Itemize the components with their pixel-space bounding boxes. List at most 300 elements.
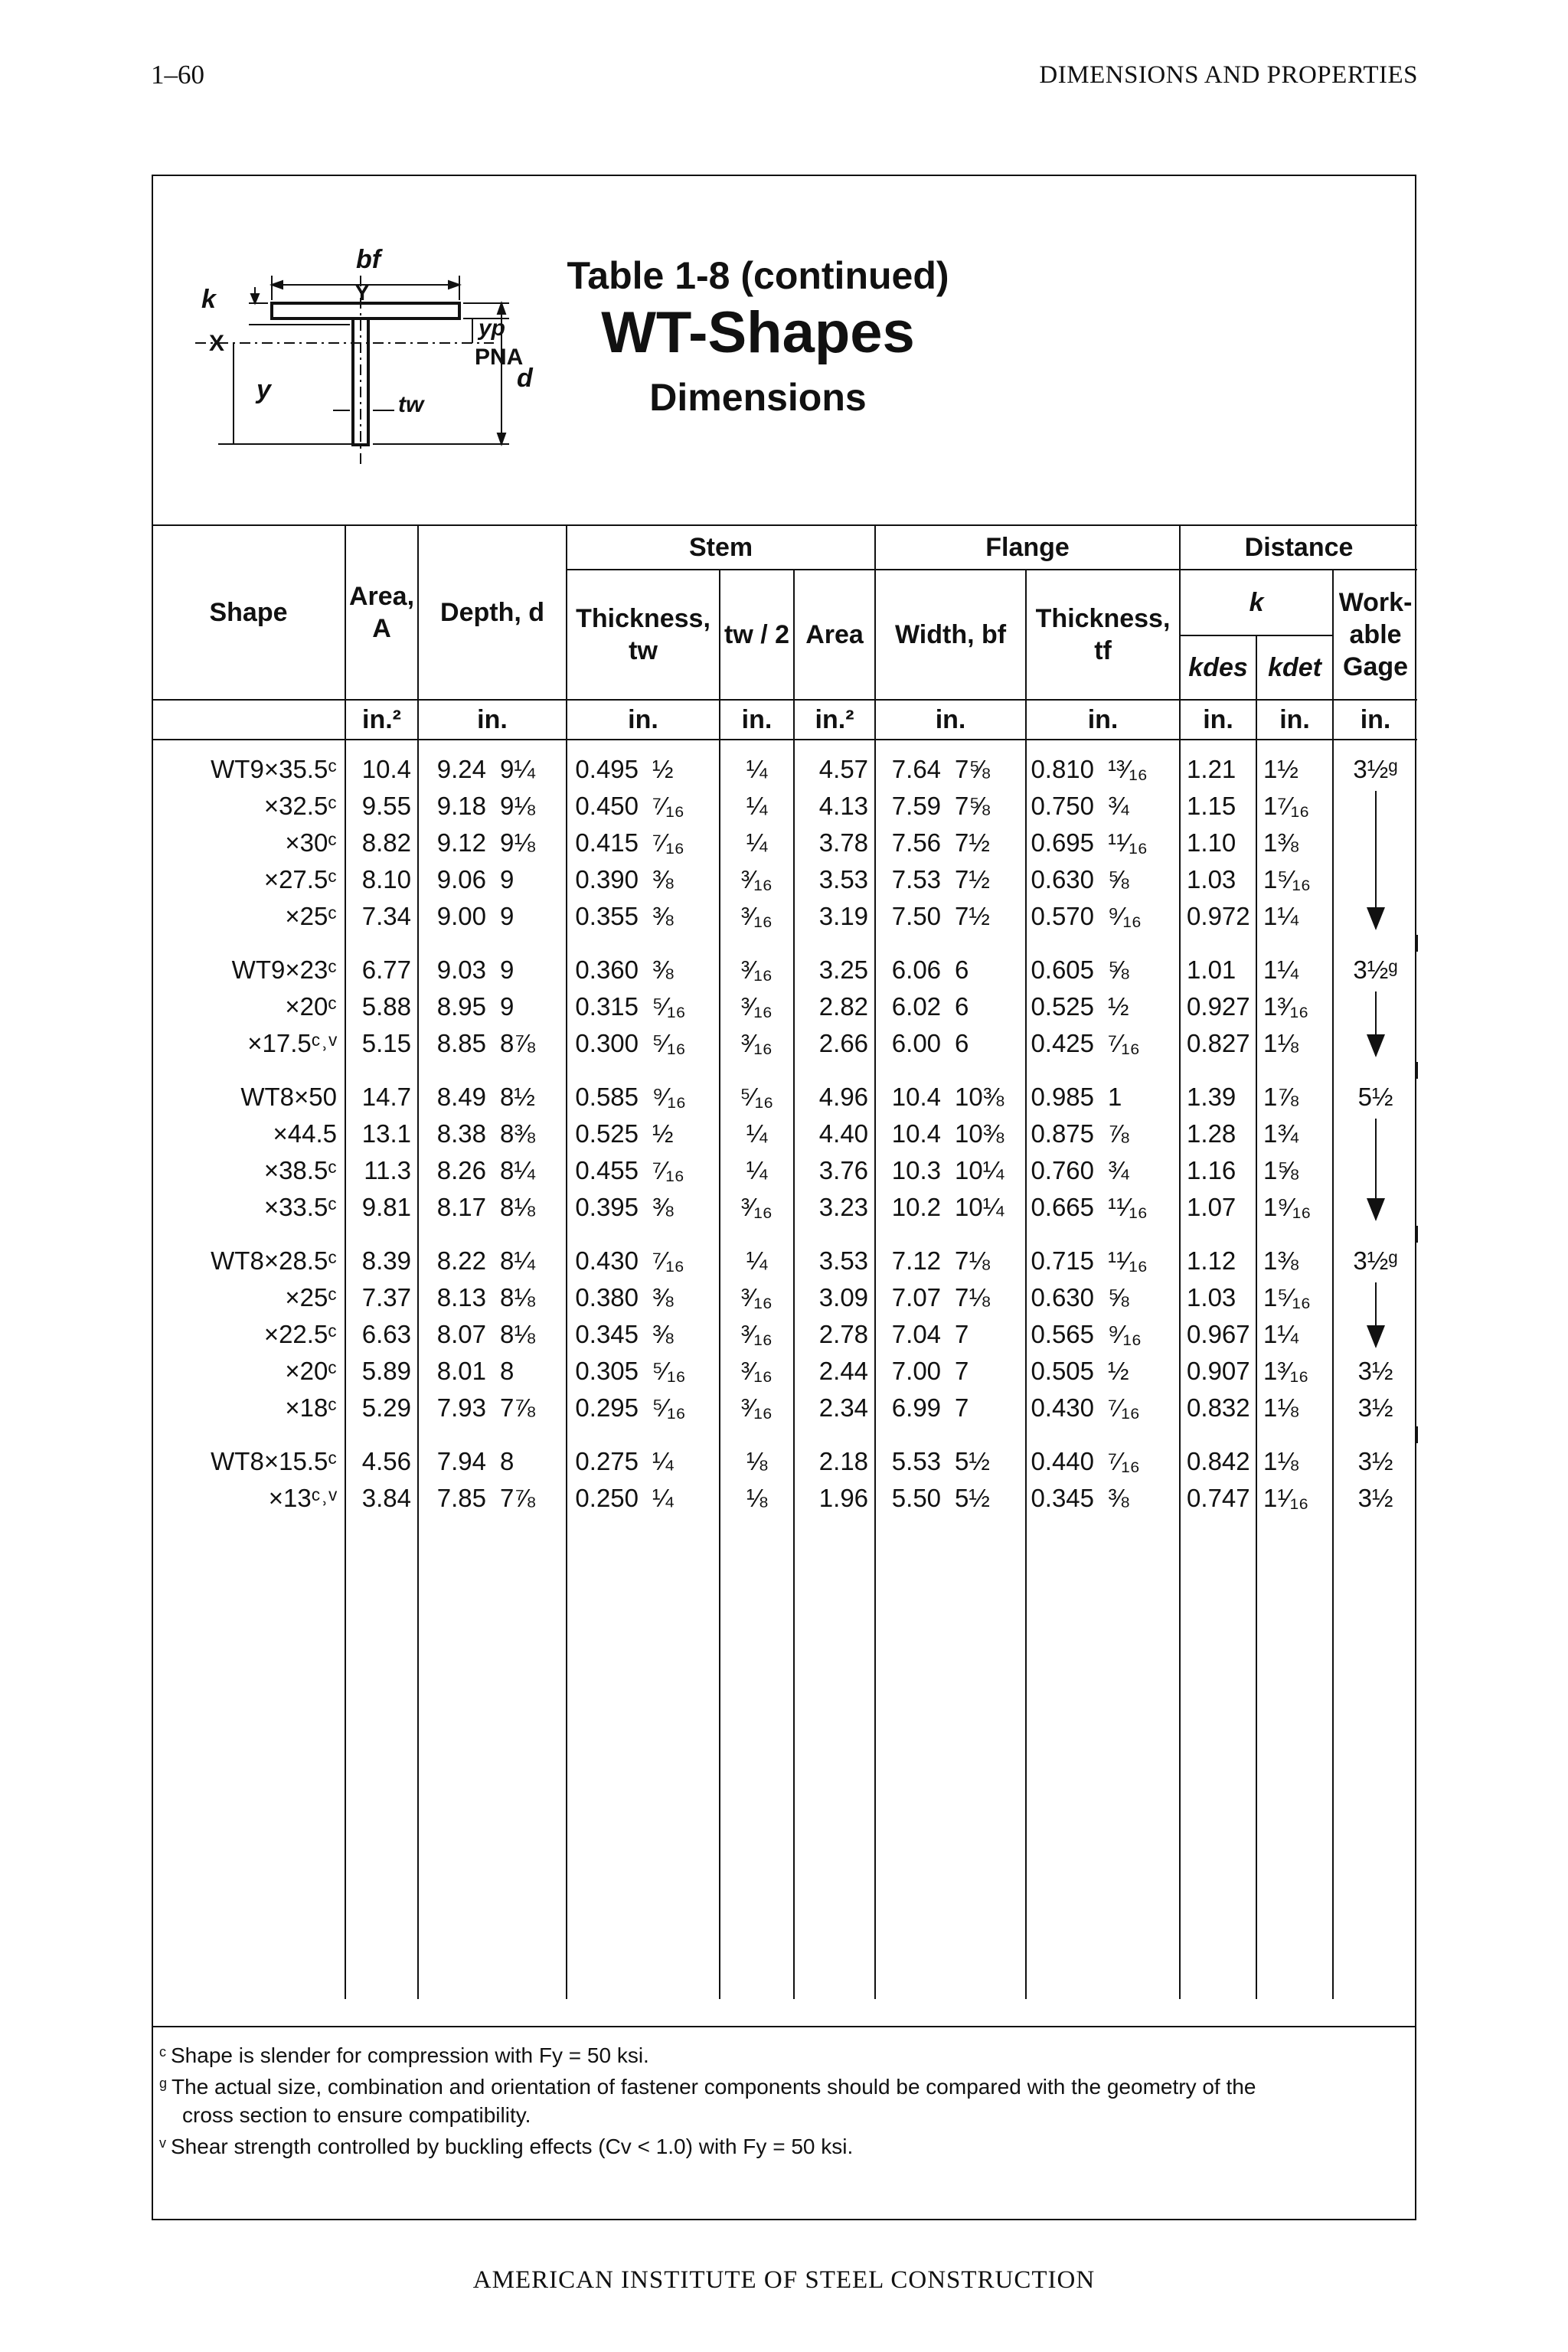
cell-tf: 0.810 [1026,740,1100,788]
col-workable-gage: Work-able Gage [1333,570,1417,700]
cell-kdes: 0.907 [1180,1353,1256,1390]
unit-tw-half: in. [720,700,794,740]
cell-area: 14.7 [345,1079,418,1116]
table-row [152,825,1417,861]
cell-gage [1333,898,1417,935]
cell-tw2: ³⁄₁₆ [720,988,794,1025]
cell-d: 9.03 [418,952,492,988]
cell-d-frac: 8¼ [492,1152,567,1189]
cell-area: 5.29 [345,1390,418,1426]
cell-stem-area: 4.40 [794,1116,875,1152]
cell-stem-area: 3.53 [794,1243,875,1279]
cell-kdet: 1½ [1256,740,1333,788]
cell-area: 10.4 [345,740,418,788]
cell-area: 5.89 [345,1353,418,1390]
cell-kdet: 1¼ [1256,952,1333,988]
cell-d: 8.22 [418,1243,492,1279]
cell-kdes: 0.832 [1180,1390,1256,1426]
table-row [152,952,1417,988]
cell-d-frac: 8 [492,1353,567,1390]
cell-bf: 10.4 [875,1079,947,1116]
cell-kdet: 1⅜ [1256,1243,1333,1279]
cell-tw-frac: ⁷⁄₁₆ [645,788,720,825]
cell-bf: 6.02 [875,988,947,1025]
cell-tf: 0.525 [1026,988,1100,1025]
group-spacer [152,1226,1417,1243]
cell-bf-frac: 7½ [947,861,1026,898]
cell-kdes: 1.01 [1180,952,1256,988]
cell-area: 13.1 [345,1116,418,1152]
cell-bf: 7.59 [875,788,947,825]
group-spacer [152,935,1417,952]
cell-tf-frac: ½ [1100,1353,1180,1390]
table-row [152,1316,1417,1353]
cell-bf: 7.56 [875,825,947,861]
cell-tw2: ³⁄₁₆ [720,861,794,898]
unit-shape [152,700,345,740]
cell-gage: 3½ᵍ [1333,952,1417,988]
cell-tw2: ¼ [720,825,794,861]
running-head: DIMENSIONS AND PROPERTIES [1039,61,1418,89]
cell-tw2: ³⁄₁₆ [720,1390,794,1426]
cell-tw2: ¼ [720,1152,794,1189]
unit-gage: in. [1333,700,1417,740]
cell-tw-frac: ½ [645,740,720,788]
table-row [152,1189,1417,1226]
unit-tf: in. [1026,700,1180,740]
pna-label: PNA [475,345,524,370]
cell-area: 8.39 [345,1243,418,1279]
col-flange-width: Width, bf [875,570,1026,700]
col-shape: Shape [152,525,345,700]
cell-shape: ×30ᶜ [152,825,345,861]
cell-tw-frac: ⁵⁄₁₆ [645,988,720,1025]
cell-gage [1333,788,1417,825]
cell-bf-frac: 10¼ [947,1189,1026,1226]
col-kdes: kdes [1180,635,1256,700]
cell-bf: 10.3 [875,1152,947,1189]
cell-gage: 3½ᵍ [1333,1243,1417,1279]
cell-kdes: 0.842 [1180,1443,1256,1480]
table-row [152,861,1417,898]
cell-tf: 0.665 [1026,1189,1100,1226]
col-flange-thickness: Thickness, tf [1026,570,1180,700]
cell-shape: ×13ᶜ˒ᵛ [152,1480,345,1517]
cell-d-frac: 9 [492,898,567,935]
cell-d-frac: 9 [492,861,567,898]
table-row [152,1390,1417,1426]
k-label: k [201,285,216,314]
cell-gage [1333,1025,1417,1062]
cell-gage: 3½ [1333,1443,1417,1480]
cell-tw: 0.390 [567,861,645,898]
cell-area: 8.10 [345,861,418,898]
cell-d: 8.49 [418,1079,492,1116]
cell-tf: 0.605 [1026,952,1100,988]
cell-tw-frac: ⅜ [645,1189,720,1226]
cell-area: 8.82 [345,825,418,861]
cell-tf: 0.565 [1026,1316,1100,1353]
group-distance: Distance [1180,525,1417,570]
cell-gage: 3½ [1333,1480,1417,1517]
cell-tw: 0.380 [567,1279,645,1316]
cell-tf: 0.440 [1026,1443,1100,1480]
table-row [152,1079,1417,1116]
page-number: 1–60 [151,60,204,90]
cell-d-frac: 8⅞ [492,1025,567,1062]
cell-tf: 0.760 [1026,1152,1100,1189]
cell-stem-area: 4.57 [794,740,875,788]
cell-tw: 0.395 [567,1189,645,1226]
cell-tf: 0.715 [1026,1243,1100,1279]
cell-tw-frac: ⁹⁄₁₆ [645,1079,720,1116]
cell-stem-area: 3.25 [794,952,875,988]
table-row [152,1279,1417,1316]
cell-stem-area: 2.78 [794,1316,875,1353]
cell-tw2: ³⁄₁₆ [720,1353,794,1390]
cell-tf: 0.630 [1026,1279,1100,1316]
table-row [152,740,1417,788]
col-depth: Depth, d [418,525,567,700]
table-row [152,788,1417,825]
cell-shape: ×22.5ᶜ [152,1316,345,1353]
cell-gage [1333,1279,1417,1316]
cell-kdet: 1¹⁄₁₆ [1256,1480,1333,1517]
cell-tf: 0.345 [1026,1480,1100,1517]
cell-stem-area: 2.82 [794,988,875,1025]
cell-tw-frac: ⁵⁄₁₆ [645,1390,720,1426]
cell-tw: 0.345 [567,1316,645,1353]
cell-tf: 0.430 [1026,1390,1100,1426]
cell-gage [1333,1152,1417,1189]
cell-kdes: 0.967 [1180,1316,1256,1353]
cell-tw-frac: ½ [645,1116,720,1152]
cell-tf: 0.750 [1026,788,1100,825]
col-k: k [1180,570,1333,635]
cell-shape: ×25ᶜ [152,1279,345,1316]
cell-tw2: ⅛ [720,1480,794,1517]
cell-tf-frac: ⅝ [1100,952,1180,988]
cell-d-frac: 9⅛ [492,825,567,861]
unit-bf: in. [875,700,1026,740]
cell-bf-frac: 7⅝ [947,740,1026,788]
cell-d: 9.12 [418,825,492,861]
cell-area: 5.15 [345,1025,418,1062]
cell-kdet: 1⅜ [1256,825,1333,861]
group-flange: Flange [875,525,1180,570]
cell-bf-frac: 6 [947,1025,1026,1062]
cell-tf-frac: ¹¹⁄₁₆ [1100,825,1180,861]
cell-shape: ×32.5ᶜ [152,788,345,825]
cell-tf-frac: ⁷⁄₁₆ [1100,1390,1180,1426]
cell-stem-area: 1.96 [794,1480,875,1517]
cell-area: 9.55 [345,788,418,825]
cell-shape: ×25ᶜ [152,898,345,935]
note-g: $^g$ The actual size, combination and orientation of fastener components should be compared with the geometry of the cross section to ensure compatibility. [159,2075,1256,2127]
cell-kdet: 1⁵⁄₁₆ [1256,1279,1333,1316]
cell-shape: WT9×35.5ᶜ [152,740,345,788]
cell-gage [1333,861,1417,898]
cell-kdet: 1³⁄₁₆ [1256,988,1333,1025]
cell-tw2: ¼ [720,740,794,788]
cell-bf-frac: 10⅜ [947,1116,1026,1152]
cell-tf: 0.570 [1026,898,1100,935]
cell-area: 6.77 [345,952,418,988]
cell-tw: 0.430 [567,1243,645,1279]
cell-tf: 0.505 [1026,1353,1100,1390]
table-row [152,1243,1417,1279]
cell-tw: 0.300 [567,1025,645,1062]
cell-tw2: ¼ [720,1116,794,1152]
y-axis-label: Y [354,280,371,305]
unit-kdet: in. [1256,700,1333,740]
cell-bf-frac: 6 [947,952,1026,988]
cell-area: 3.84 [345,1480,418,1517]
table-title [567,253,949,424]
cell-bf: 10.4 [875,1116,947,1152]
cell-bf: 5.53 [875,1443,947,1480]
cell-tf-frac: ⅜ [1100,1480,1180,1517]
unit-tw: in. [567,700,720,740]
cell-tw-frac: ⅜ [645,861,720,898]
cell-tf-frac: ⅝ [1100,1279,1180,1316]
cell-stem-area: 2.44 [794,1353,875,1390]
cell-kdes: 1.03 [1180,861,1256,898]
cell-tw: 0.585 [567,1079,645,1116]
cell-d: 9.00 [418,898,492,935]
cell-d-frac: 7⅞ [492,1390,567,1426]
cell-tw: 0.275 [567,1443,645,1480]
cell-kdet: 1⁹⁄₁₆ [1256,1189,1333,1226]
cell-d: 9.06 [418,861,492,898]
yp-label: yp [479,315,506,341]
note-v: $^v$ Shear strength controlled by buckling effects (Cv < 1.0) with Fy = 50 ksi. [159,2135,854,2158]
table-row [152,1025,1417,1062]
cell-tf-frac: ¹³⁄₁₆ [1100,740,1180,788]
col-tw-half: tw / 2 [720,570,794,700]
cell-d: 8.07 [418,1316,492,1353]
cell-d: 9.24 [418,740,492,788]
cell-shape: ×20ᶜ [152,988,345,1025]
cell-area: 4.56 [345,1443,418,1480]
cell-tf-frac: ⁷⁄₁₆ [1100,1443,1180,1480]
cell-tw: 0.525 [567,1116,645,1152]
table-row [152,1443,1417,1480]
group-spacer [152,1426,1417,1443]
cell-bf-frac: 10¼ [947,1152,1026,1189]
cell-kdes: 1.15 [1180,788,1256,825]
bf-label: bf [356,245,381,274]
cell-tw-frac: ¼ [645,1480,720,1517]
cell-d: 8.38 [418,1116,492,1152]
cell-shape: ×44.5 [152,1116,345,1152]
cell-gage: 5½ [1333,1079,1417,1116]
unit-area: in.² [345,700,418,740]
cell-tw-frac: ⅜ [645,952,720,988]
cell-bf: 5.50 [875,1480,947,1517]
cell-kdet: 1⁵⁄₁₆ [1256,861,1333,898]
table-row [152,988,1417,1025]
cell-d: 7.85 [418,1480,492,1517]
cell-tw2: ¼ [720,1243,794,1279]
cell-shape: WT9×23ᶜ [152,952,345,988]
cell-tf: 0.985 [1026,1079,1100,1116]
cell-shape: ×20ᶜ [152,1353,345,1390]
cell-gage [1333,825,1417,861]
cell-tw2: ³⁄₁₆ [720,952,794,988]
cell-stem-area: 2.34 [794,1390,875,1426]
table-frame [152,175,1416,2220]
cell-kdet: 1¼ [1256,1316,1333,1353]
cell-tw-frac: ⁵⁄₁₆ [645,1353,720,1390]
cell-d-frac: 9 [492,988,567,1025]
cell-d-frac: 8½ [492,1079,567,1116]
cell-bf-frac: 10⅜ [947,1079,1026,1116]
cell-d: 9.18 [418,788,492,825]
cell-stem-area: 3.76 [794,1152,875,1189]
cell-bf-frac: 7⅛ [947,1279,1026,1316]
table-row [152,898,1417,935]
cell-bf: 6.99 [875,1390,947,1426]
cell-tf-frac: ⁷⁄₁₆ [1100,1025,1180,1062]
cell-kdet: 1³⁄₁₆ [1256,1353,1333,1390]
cell-bf-frac: 7⅝ [947,788,1026,825]
cell-tw: 0.355 [567,898,645,935]
cell-d-frac: 7⅞ [492,1480,567,1517]
cell-tw: 0.360 [567,952,645,988]
cell-bf: 7.64 [875,740,947,788]
cell-bf: 6.06 [875,952,947,988]
cell-d: 8.01 [418,1353,492,1390]
cell-d: 8.95 [418,988,492,1025]
cell-bf-frac: 7⅛ [947,1243,1026,1279]
cell-tf-frac: ⁹⁄₁₆ [1100,1316,1180,1353]
cell-d-frac: 8 [492,1443,567,1480]
unit-depth: in. [418,700,567,740]
cell-stem-area: 3.09 [794,1279,875,1316]
cell-tf-frac: 1 [1100,1079,1180,1116]
col-stem-area: Area [794,570,875,700]
cell-kdes: 1.07 [1180,1189,1256,1226]
cell-tf-frac: ⅞ [1100,1116,1180,1152]
cell-bf: 7.07 [875,1279,947,1316]
cell-area: 7.37 [345,1279,418,1316]
cell-kdes: 1.03 [1180,1279,1256,1316]
cell-kdet: 1⅞ [1256,1079,1333,1116]
ybar-label: y [256,375,271,404]
cell-gage [1333,988,1417,1025]
cell-tw2: ³⁄₁₆ [720,1025,794,1062]
cell-tw-frac: ⁵⁄₁₆ [645,1025,720,1062]
cell-area: 6.63 [345,1316,418,1353]
cell-tw-frac: ⁷⁄₁₆ [645,1152,720,1189]
cell-kdes: 0.827 [1180,1025,1256,1062]
cell-d-frac: 8⅛ [492,1316,567,1353]
cell-tf-frac: ⁹⁄₁₆ [1100,898,1180,935]
cell-tw: 0.495 [567,740,645,788]
cell-kdet: 1⅛ [1256,1443,1333,1480]
cell-bf-frac: 6 [947,988,1026,1025]
cell-tf-frac: ¹¹⁄₁₆ [1100,1189,1180,1226]
col-kdet: kdet [1256,635,1333,700]
cell-kdes: 1.28 [1180,1116,1256,1152]
cell-kdes: 1.10 [1180,825,1256,861]
cell-shape: ×38.5ᶜ [152,1152,345,1189]
cell-d: 7.94 [418,1443,492,1480]
cell-gage [1333,1116,1417,1152]
cell-bf-frac: 5½ [947,1480,1026,1517]
cell-tw: 0.250 [567,1480,645,1517]
cell-gage: 3½ᵍ [1333,740,1417,788]
cell-kdet: 1¼ [1256,898,1333,935]
cell-bf-frac: 5½ [947,1443,1026,1480]
cell-tw-frac: ⅜ [645,898,720,935]
cell-gage: 3½ [1333,1353,1417,1390]
cell-tf: 0.630 [1026,861,1100,898]
cell-stem-area: 3.19 [794,898,875,935]
cell-tf: 0.875 [1026,1116,1100,1152]
cell-shape: ×33.5ᶜ [152,1189,345,1226]
cell-tw: 0.455 [567,1152,645,1189]
cell-bf-frac: 7 [947,1316,1026,1353]
cell-tf: 0.695 [1026,825,1100,861]
cell-tf-frac: ½ [1100,988,1180,1025]
col-stem-thickness: Thickness, tw [567,570,720,700]
table-row [152,1152,1417,1189]
cell-stem-area: 3.78 [794,825,875,861]
cell-kdes: 1.39 [1180,1079,1256,1116]
wt-shape-diagram [172,214,570,467]
cell-area: 7.34 [345,898,418,935]
cell-d-frac: 8¼ [492,1243,567,1279]
group-stem: Stem [567,525,875,570]
cell-tw-frac: ⅜ [645,1316,720,1353]
cell-shape: WT8×28.5ᶜ [152,1243,345,1279]
cell-d-frac: 8⅛ [492,1189,567,1226]
cell-d-frac: 8⅛ [492,1279,567,1316]
cell-tw2: ³⁄₁₆ [720,1279,794,1316]
cell-d: 8.13 [418,1279,492,1316]
table-row [152,1353,1417,1390]
cell-bf-frac: 7 [947,1353,1026,1390]
cell-kdet: 1⅛ [1256,1025,1333,1062]
cell-tw: 0.415 [567,825,645,861]
cell-shape: ×17.5ᶜ˒ᵛ [152,1025,345,1062]
group-spacer [152,1062,1417,1079]
cell-tw-frac: ¼ [645,1443,720,1480]
table-notes [153,2026,1415,2161]
cell-shape: ×27.5ᶜ [152,861,345,898]
cell-tw: 0.305 [567,1353,645,1390]
cell-tf-frac: ⅝ [1100,861,1180,898]
cell-bf-frac: 7½ [947,898,1026,935]
table-number: Table 1-8 (continued) [567,254,949,297]
cell-bf: 7.53 [875,861,947,898]
cell-d-frac: 9 [492,952,567,988]
cell-d-frac: 8⅜ [492,1116,567,1152]
unit-stem-area: in.² [794,700,875,740]
tw-label: tw [398,392,424,417]
cell-kdet: 1⅝ [1256,1152,1333,1189]
dimensions-table [152,524,1418,1999]
cell-tw2: ⅛ [720,1443,794,1480]
cell-kdet: 1¾ [1256,1116,1333,1152]
cell-stem-area: 2.66 [794,1025,875,1062]
cell-kdes: 1.16 [1180,1152,1256,1189]
unit-kdes: in. [1180,700,1256,740]
cell-d-frac: 9¼ [492,740,567,788]
cell-stem-area: 2.18 [794,1443,875,1480]
